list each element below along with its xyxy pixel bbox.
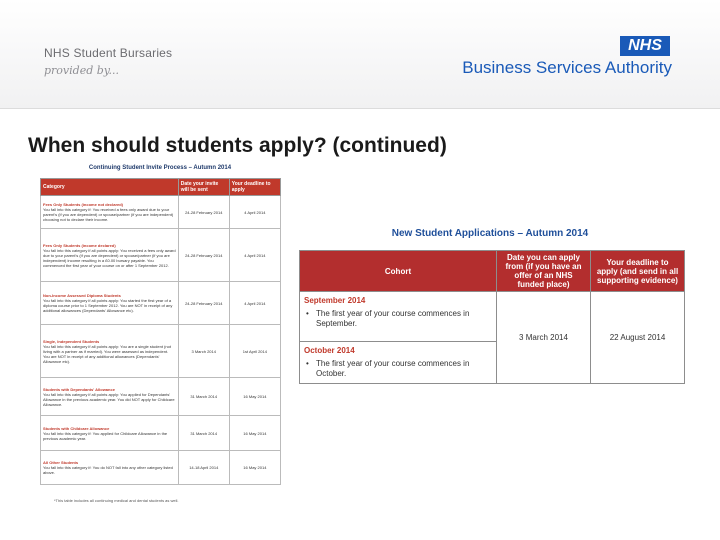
category-title: Fees Only Students (income declared) — [43, 242, 116, 248]
application-deadline: 22 August 2014 — [591, 292, 685, 384]
category-text: You fall into this category if all points apply: You started the first year of a diploma course prior to 1 September 2012. You are NOT in receipt of any additional allowances (Dependants' Allowance etc). — [43, 298, 173, 313]
t1-col-category: Category — [41, 179, 179, 196]
table-row — [41, 416, 281, 451]
category-title: Students with Childcare Allowance — [43, 425, 110, 431]
deadline-date: 1st April 2014 — [229, 325, 280, 378]
category-text: You fall into this category if: You received a fees only award due to your parent's (if you are dependent) or spouse/partner (if you are independent) choosing not to declare their income. — [43, 207, 174, 222]
table-row — [41, 229, 281, 282]
category-title: Students with Dependants' Allowance — [43, 386, 115, 392]
category-text: You fall into this category if all points apply: You are a single student (not living with a partner as if married). You were assessed as independent. You are NOT in receipt of any additional allowances (Dependants' Allowance etc). — [43, 343, 171, 364]
cohort-description: • The first year of your course commences in October. — [304, 359, 492, 379]
provided-by-label: provided by... — [44, 64, 120, 77]
new-student-table-caption: New Student Applications – Autumn 2014 — [391, 228, 589, 239]
cohort-description: • The first year of your course commences in September. — [304, 309, 492, 329]
invite-date: 24-28 February 2014 — [178, 196, 229, 229]
invite-date: 3 March 2014 — [178, 325, 229, 378]
page-title: When should students apply? (continued) — [28, 134, 447, 157]
apply-from-date: 3 March 2014 — [497, 292, 591, 384]
table-row — [41, 451, 281, 485]
invite-date: 24-28 February 2014 — [178, 282, 229, 325]
nhs-logo: NHS — [620, 36, 670, 56]
t2-col-cohort: Cohort — [300, 251, 497, 292]
category-text: You fall into this category if all points apply: You received a fees only award due to your parent's (if you are dependent) or spouse/partner (if you are independent) income resulting in a £0.00 bursary payable. You commenced the first year of your course on or after 1 September 2012. — [43, 247, 176, 268]
new-student-table — [299, 250, 685, 384]
t1-col-deadline: Your deadline to apply — [229, 179, 280, 196]
cohort-month: September 2014 — [304, 296, 366, 305]
deadline-date: 16 May 2014 — [229, 416, 280, 451]
continuing-student-table — [40, 178, 281, 485]
table1-footnote: *This table includes all continuing medical and dental students as well. — [54, 498, 179, 503]
continuing-table-caption: Continuing Student Invite Process – Autumn 2014 — [88, 165, 232, 171]
t1-col-invite: Date your invite will be sent — [178, 179, 229, 196]
category-title: Single, Independent Students — [43, 338, 100, 344]
deadline-date: 4 April 2014 — [229, 229, 280, 282]
category-text: You fall into this category if: You do NOT fall into any other category listed above. — [43, 465, 173, 475]
category-title: All Other Students — [43, 460, 79, 465]
category-text: You fall into this category if: You applied for Childcare Allowance in the previous academic year. — [43, 430, 168, 441]
table-row — [300, 292, 685, 342]
cohort-month: October 2014 — [304, 346, 355, 355]
invite-date: 31 March 2014 — [178, 416, 229, 451]
category-text: You fall into this category if all points apply: You applied for Dependants' Allowance in the previous academic year. You did NOT apply for Childcare Allowance. — [43, 391, 175, 407]
t2-col-deadline: Your deadline to apply (and send in all supporting evidence) — [591, 251, 685, 292]
table-row — [41, 282, 281, 325]
t2-col-apply-from: Date you can apply from (if you have an offer of an NHS funded place) — [497, 251, 591, 292]
table-row — [41, 325, 281, 378]
deadline-date: 4 April 2014 — [229, 282, 280, 325]
deadline-date: 4 April 2014 — [229, 196, 280, 229]
deadline-date: 16 May 2014 — [229, 451, 280, 485]
business-services-authority-label: Business Services Authority — [462, 58, 672, 77]
invite-date: 24-28 February 2014 — [178, 229, 229, 282]
table-row — [41, 378, 281, 416]
invite-date: 14-18 April 2014 — [178, 451, 229, 485]
header-banner — [0, 0, 720, 109]
category-title: Fees Only Students (income not declared) — [43, 202, 124, 207]
invite-date: 31 March 2014 — [178, 378, 229, 416]
table-row — [41, 196, 281, 229]
category-title: Non-Income Assessed Diploma Students — [43, 293, 121, 298]
deadline-date: 16 May 2014 — [229, 378, 280, 416]
nhs-student-bursaries-label: NHS Student Bursaries — [44, 46, 173, 60]
